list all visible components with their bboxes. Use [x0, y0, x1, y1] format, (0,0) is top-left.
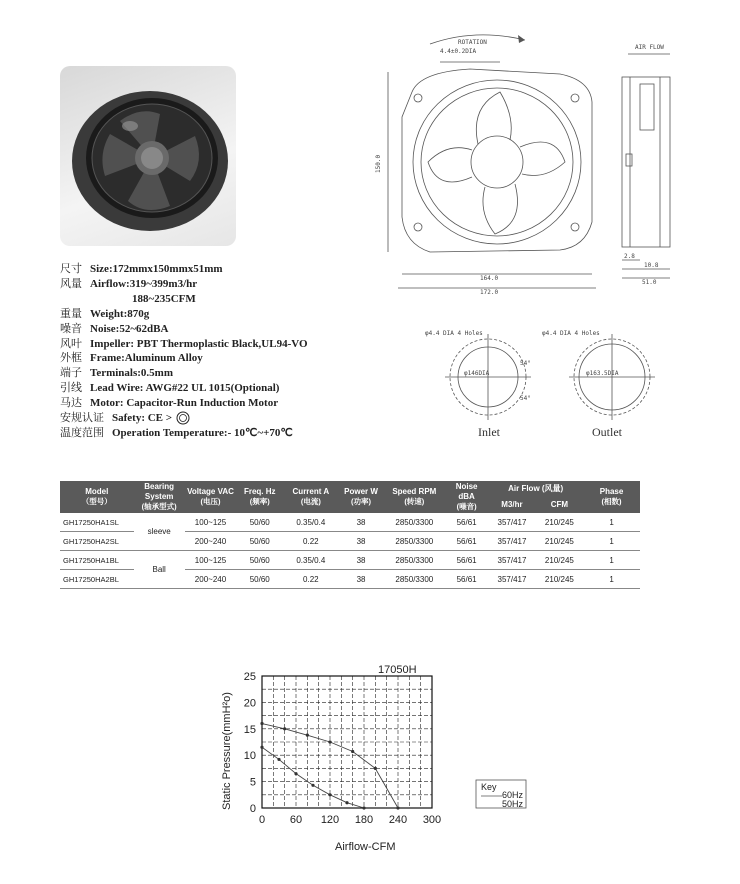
series-60hz-point: [328, 740, 331, 743]
series-60hz-point: [283, 727, 286, 730]
spec-list: [60, 262, 390, 441]
col-airflow-m3hr: M3/hr: [488, 497, 535, 513]
spec-safety: [60, 411, 390, 426]
cell-noise: 56/61: [445, 570, 488, 589]
fan-frame-outer-ring: [413, 80, 581, 244]
series-50hz-point: [328, 793, 331, 796]
height-dimension: 150.0: [375, 154, 382, 173]
cell-power: 38: [338, 570, 383, 589]
y-tick-label: 20: [243, 697, 256, 710]
col-voltage: Voltage VAC (电压): [185, 481, 236, 513]
cell-airflow-m3hr: 357/417: [488, 551, 535, 570]
cell-speed: 2850/3300: [384, 532, 445, 551]
series-50hz-point: [294, 772, 297, 775]
series-50hz-line: [262, 747, 364, 808]
cell-airflow-m3hr: 357/417: [488, 570, 535, 589]
x-tick-label: 120: [320, 814, 340, 826]
cell-freq: 50/60: [236, 570, 283, 589]
legend-60hz: 60Hz: [502, 790, 524, 800]
cell-model: GH17250HA2SL: [60, 532, 134, 551]
col-airflow: Air Flow (风量): [488, 481, 583, 497]
cell-power: 38: [338, 532, 383, 551]
cell-phase: 1: [583, 513, 640, 532]
inlet-angle-bottom: 54°: [520, 395, 531, 402]
technical-drawing: [360, 22, 690, 447]
series-60hz-point: [351, 750, 354, 753]
spec-label: 风量: [60, 277, 82, 290]
chart-grid: [262, 676, 432, 808]
series-50hz-point: [345, 801, 348, 804]
col-speed: Speed RPM (转速): [384, 481, 445, 513]
cell-voltage: 100~125: [185, 551, 236, 570]
spec-label: 引线: [60, 382, 82, 395]
spec-value: Safety: CE >: [112, 412, 173, 425]
cell-bearing: Ball: [134, 551, 185, 589]
cell-speed: 2850/3300: [384, 570, 445, 589]
fan-frame-front: [402, 69, 592, 252]
x-tick-label: 60: [289, 814, 303, 826]
col-bearing: Bearing System (轴承型式): [134, 481, 185, 513]
spec-value: Impeller: PBT Thermoplastic Black,UL94-VO: [90, 337, 308, 350]
cell-phase: 1: [583, 532, 640, 551]
chart-title: 17050H: [378, 664, 417, 676]
series-50hz-point: [277, 758, 280, 761]
cell-current: 0.22: [283, 570, 338, 589]
dim-2-8: 2.8: [624, 253, 635, 260]
cell-phase: 1: [583, 570, 640, 589]
spec-impeller: [60, 337, 390, 352]
fan-side-view: [622, 77, 670, 247]
chart-x-axis-label: Airflow-CFM: [335, 841, 396, 853]
cell-freq: 50/60: [236, 532, 283, 551]
outlet-diameter: φ163.5DIA: [586, 370, 619, 377]
spec-value: Noise:52~62dBA: [90, 322, 169, 335]
legend-50hz: 50Hz: [502, 799, 524, 809]
cell-model: GH17250HA2BL: [60, 570, 134, 589]
series-60hz-point: [374, 767, 377, 770]
series-60hz-point: [260, 722, 263, 725]
mount-hole: [414, 223, 422, 231]
x-tick-label: 240: [388, 814, 408, 826]
cell-airflow-cfm: 210/245: [536, 551, 583, 570]
spec-frame: [60, 351, 390, 366]
cell-airflow-m3hr: 357/417: [488, 532, 535, 551]
series-60hz-point: [306, 734, 309, 737]
spec-size: [60, 262, 390, 277]
cell-freq: 50/60: [236, 551, 283, 570]
cell-current: 0.35/0.4: [283, 551, 338, 570]
cell-current: 0.22: [283, 532, 338, 551]
table-row: [60, 513, 640, 532]
spec-value: Operation Temperature:- 10℃~+70℃: [112, 426, 293, 439]
fan-hub: [471, 136, 523, 188]
table-header-row: [60, 481, 640, 497]
rotation-label: ROTATION: [458, 39, 487, 46]
cell-voltage: 100~125: [185, 513, 236, 532]
outlet-holes-label: φ4.4 DIA 4 Holes: [542, 330, 600, 337]
cell-model: GH17250HA1SL: [60, 513, 134, 532]
col-airflow-cfm: CFM: [536, 497, 583, 513]
cqc-certification-icon: [172, 411, 194, 425]
dim-51: 51.0: [642, 279, 657, 286]
spec-airflow-cfm: 188~235CFM: [132, 292, 196, 305]
cell-power: 38: [338, 513, 383, 532]
mount-hole: [571, 94, 579, 102]
terminal-block: [640, 84, 654, 130]
spec-label: 安规认证: [60, 412, 104, 425]
x-tick-label: 0: [258, 814, 266, 826]
air-flow-label: AIR FLOW: [635, 44, 664, 51]
spec-temperature: [60, 426, 390, 441]
col-noise: Noise dBA (噪音): [445, 481, 488, 513]
cell-current: 0.35/0.4: [283, 513, 338, 532]
spec-value: Frame:Aluminum Alloy: [90, 352, 203, 365]
fan-photo-graphic: [60, 66, 236, 246]
spec-label: 噪音: [60, 322, 82, 335]
spec-label: 外框: [60, 352, 82, 365]
mount-hole: [571, 223, 579, 231]
col-model: Model （型号）: [60, 481, 134, 513]
rotation-arrowhead-icon: [518, 35, 525, 43]
spec-weight: [60, 307, 390, 322]
col-phase: Phase (相数): [583, 481, 640, 513]
cell-speed: 2850/3300: [384, 513, 445, 532]
cell-speed: 2850/3300: [384, 551, 445, 570]
side-notch: [626, 154, 632, 166]
spec-label: 重量: [60, 307, 82, 320]
hole-dimension-label: 4.4±0.2DIA: [440, 48, 477, 55]
spec-motor: [60, 396, 390, 411]
cell-voltage: 200~240: [185, 532, 236, 551]
table-row: [60, 551, 640, 570]
series-50hz-point: [260, 746, 263, 749]
spec-value: Size:172mmx150mmx51mm: [90, 263, 223, 275]
cell-airflow-cfm: 210/245: [536, 532, 583, 551]
y-tick-label: 15: [243, 723, 256, 736]
fan-photo: [60, 66, 236, 246]
model-spec-table: [60, 481, 640, 589]
series-50hz-point: [362, 806, 365, 809]
fan-blades: [428, 92, 565, 234]
cell-power: 38: [338, 551, 383, 570]
spec-label: 端子: [60, 367, 82, 380]
dim-10-8: 10.8: [644, 262, 659, 269]
cell-airflow-m3hr: 357/417: [488, 513, 535, 532]
cell-model: GH17250HA1BL: [60, 551, 134, 570]
pressure-airflow-chart: [210, 660, 550, 860]
spec-label: 温度范围: [60, 426, 104, 439]
fan-frame-inner-ring: [421, 88, 573, 236]
y-tick-label: 10: [243, 750, 256, 763]
col-power: Power W (功率): [338, 481, 383, 513]
cell-phase: 1: [583, 551, 640, 570]
spec-terminals: [60, 366, 390, 381]
chart-y-axis-label: Static Pressure(mmH²o): [221, 692, 233, 810]
spec-value: Lead Wire: AWG#22 UL 1015(Optional): [90, 382, 280, 395]
width-172-dimension: 172.0: [480, 289, 499, 296]
col-current: Current A (电流): [283, 481, 338, 513]
cell-noise: 56/61: [445, 551, 488, 570]
spec-airflow: [60, 277, 390, 292]
spec-label: 风叶: [60, 337, 82, 350]
series-60hz-point: [396, 806, 399, 809]
cell-noise: 56/61: [445, 513, 488, 532]
spec-lead-wire: [60, 381, 390, 396]
x-tick-label: 180: [354, 814, 374, 826]
spec-noise: [60, 322, 390, 337]
spec-label: 马达: [60, 397, 82, 410]
inlet-diameter: φ146DIA: [464, 370, 490, 377]
spec-value: Airflow:319~399m3/hr: [90, 277, 198, 290]
cell-airflow-cfm: 210/245: [536, 513, 583, 532]
spec-value: Terminals:0.5mm: [90, 367, 174, 380]
outlet-label: Outlet: [592, 425, 622, 439]
cell-bearing: sleeve: [134, 513, 185, 551]
y-tick-label: 5: [249, 776, 256, 789]
series-50hz-point: [311, 784, 314, 787]
mount-hole: [414, 94, 422, 102]
spec-value: Weight:870g: [90, 307, 150, 320]
y-tick-label: 0: [249, 803, 256, 815]
inlet-angle-top: 54°: [520, 360, 531, 367]
x-tick-label: 300: [422, 814, 442, 826]
cell-freq: 50/60: [236, 513, 283, 532]
inlet-label: Inlet: [478, 425, 500, 439]
width-164-dimension: 164.0: [480, 275, 499, 282]
chart-legend-title: Key: [481, 782, 497, 792]
cell-airflow-cfm: 210/245: [536, 570, 583, 589]
spec-label: 尺寸: [60, 263, 82, 275]
y-tick-label: 25: [243, 671, 256, 683]
cell-noise: 56/61: [445, 532, 488, 551]
col-freq: Freq. Hz (频率): [236, 481, 283, 513]
inlet-holes-label: φ4.4 DIA 4 Holes: [425, 330, 483, 337]
spec-value: Motor: Capacitor-Run Induction Motor: [90, 397, 279, 410]
cell-voltage: 200~240: [185, 570, 236, 589]
